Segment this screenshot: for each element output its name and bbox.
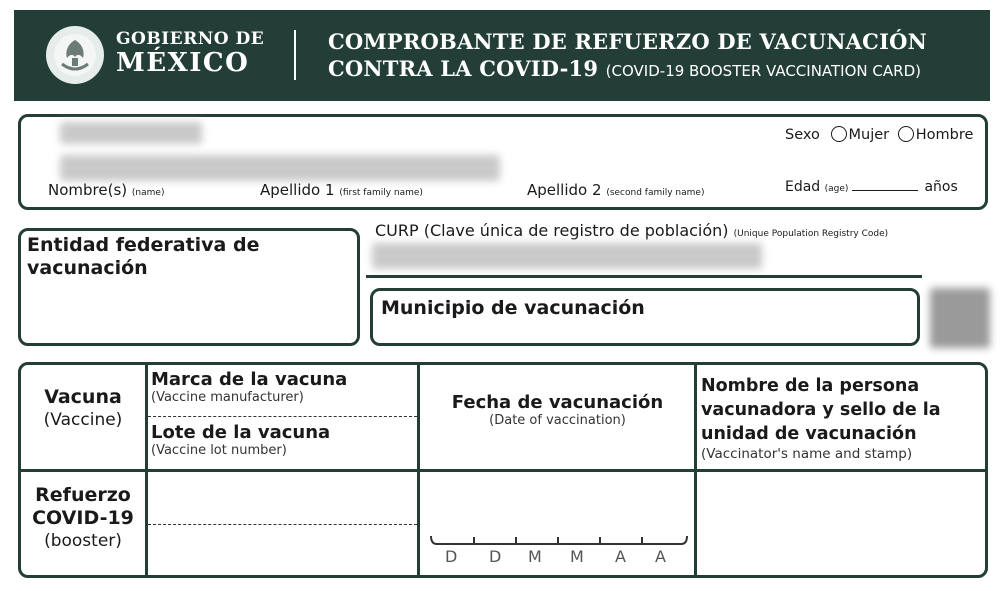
curp-label-text: CURP (Clave única de registro de población)	[375, 221, 729, 240]
redacted-curp	[372, 243, 762, 269]
name-hint: (name)	[131, 188, 165, 198]
curp-hint: (Unique Population Registry Code)	[733, 229, 889, 239]
date-entry-boxes[interactable]	[428, 532, 690, 548]
date-hint: (Date of vaccination)	[489, 413, 626, 428]
booster-header	[21, 484, 145, 553]
booster-label: Refuerzo COVID-19	[32, 484, 134, 529]
government-logo-text	[116, 29, 264, 78]
title-line-2-text: CONTRA LA COVID-19	[328, 56, 599, 81]
redacted-name	[60, 122, 202, 144]
curp-underline	[366, 275, 922, 278]
card-header	[14, 10, 990, 101]
surname2-label	[527, 181, 704, 199]
vaccinator-stamp-area[interactable]	[697, 472, 985, 576]
age-hint: (age)	[824, 184, 849, 194]
date-letter-a1: A	[615, 547, 626, 566]
name-label	[48, 181, 164, 199]
state-label: Entidad federativa de vacunación	[27, 234, 260, 279]
brand-lot-separator	[148, 416, 417, 417]
vaccinator-label: Nombre de la persona vacunadora y sello de la unidad de vacunación	[701, 376, 941, 444]
date-letter-m1: M	[528, 547, 542, 566]
date-letter-d1: D	[445, 547, 458, 566]
surname2-label-text: Apellido 2	[527, 181, 602, 199]
redacted-qr-code	[930, 288, 990, 348]
card-title	[328, 28, 927, 85]
brand-lot-entry-area[interactable]	[148, 472, 414, 576]
vaccinator-header	[701, 374, 981, 462]
municipality-label: Municipio de vacunación	[381, 297, 645, 319]
national-emblem-icon	[44, 24, 106, 86]
header-divider	[294, 30, 296, 80]
brand-header	[151, 369, 347, 405]
date-letter-d2: D	[489, 547, 502, 566]
brand-label: Marca de la vacuna	[151, 369, 348, 390]
surname1-hint: (first family name)	[339, 188, 423, 198]
date-letter-a2: A	[655, 547, 666, 566]
gov-line-2: MÉXICO	[116, 48, 250, 78]
vaccine-header	[21, 386, 145, 432]
age-label: Edad	[785, 179, 821, 195]
date-letter-m2: M	[570, 547, 584, 566]
curp-label	[375, 221, 888, 240]
sex-field	[785, 126, 973, 143]
name-label-text: Nombre(s)	[48, 181, 128, 199]
age-input-line[interactable]	[852, 190, 918, 191]
vaccine-label: Vacuna	[44, 386, 122, 408]
surname2-hint: (second family name)	[606, 188, 705, 198]
vaccine-hint: (Vaccine)	[43, 410, 123, 430]
age-field	[785, 179, 958, 195]
title-line-1: COMPROBANTE DE REFUERZO DE VACUNACIÓN	[328, 29, 927, 54]
date-header	[420, 392, 695, 428]
brand-hint: (Vaccine manufacturer)	[151, 390, 304, 405]
age-unit: años	[924, 179, 958, 195]
lot-label: Lote de la vacuna	[151, 422, 331, 443]
lot-hint: (Vaccine lot number)	[151, 443, 287, 458]
booster-hint: (booster)	[44, 531, 122, 551]
surname1-label	[260, 181, 423, 199]
lot-header	[151, 422, 330, 458]
title-subtitle: (COVID-19 BOOSTER VACCINATION CARD)	[605, 62, 921, 80]
date-label: Fecha de vacunación	[451, 392, 664, 413]
sex-label: Sexo	[785, 127, 820, 143]
gov-line-1: GOBIERNO DE	[116, 29, 265, 49]
vaccinator-hint: (Vaccinator's name and stamp)	[701, 446, 913, 462]
sex-male-radio[interactable]	[898, 126, 914, 142]
date-letters	[431, 547, 687, 567]
sex-female-radio[interactable]	[831, 126, 847, 142]
title-line-2	[328, 55, 927, 85]
sex-female-label: Mujer	[848, 127, 890, 143]
sex-male-label: Hombre	[915, 127, 974, 143]
surname1-label-text: Apellido 1	[260, 181, 335, 199]
redacted-surnames	[60, 155, 500, 181]
